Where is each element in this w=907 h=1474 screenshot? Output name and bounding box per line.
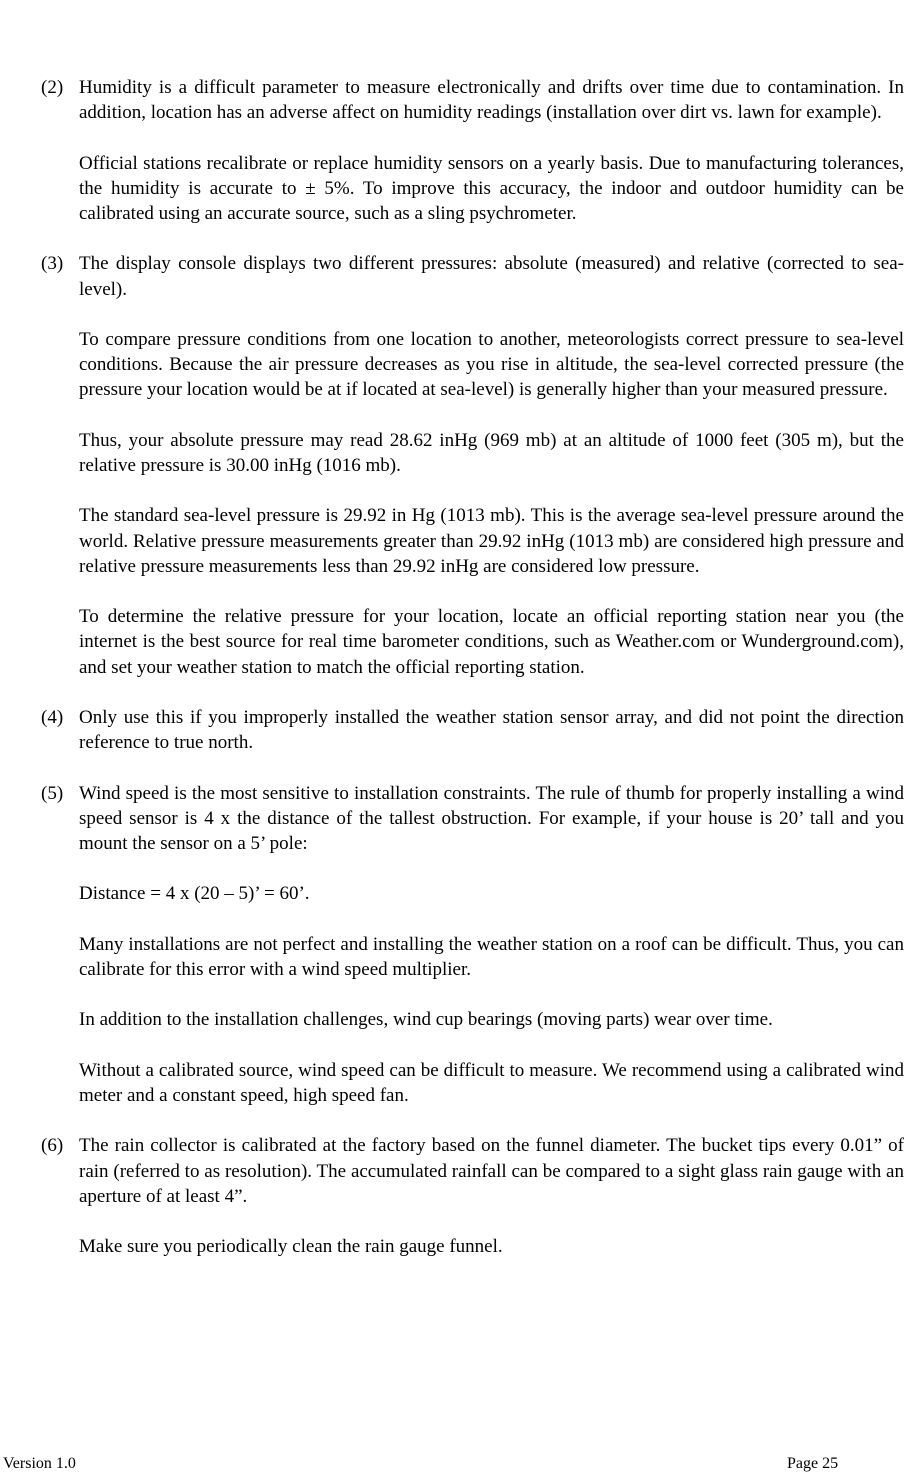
item-number: (3) xyxy=(41,253,64,275)
footer-version: Version 1.0 xyxy=(3,1455,76,1472)
paragraph: Humidity is a difficult parameter to measure electronically and drifts over time due to contamination. In addition, location has an adverse affect on humidity readings (installation over dirt vs. lawn for example). xyxy=(79,77,904,124)
list-item-5 xyxy=(0,781,907,1109)
paragraph: Thus, your absolute pressure may read 28.62 inHg (969 mb) at an altitude of 1000 feet (305 m), but the relative pressure is 30.00 inHg (1016 mb). xyxy=(79,429,904,476)
item-number: (5) xyxy=(41,782,64,804)
list-item-4 xyxy=(0,705,907,755)
item-number: (4) xyxy=(41,706,64,728)
item-number: (6) xyxy=(41,1135,64,1157)
paragraph: To determine the relative pressure for your location, locate an official reporting station near you (the internet is the best source for real time barometer conditions, such as Weather.com or Wunderground.com), and set your weather station to match the official reporting station. xyxy=(79,606,904,678)
item-number: (2) xyxy=(41,77,64,98)
paragraph: The display console displays two different pressures: absolute (measured) and relative (corrected to sea-level). xyxy=(79,253,904,300)
paragraph: Official stations recalibrate or replace humidity sensors on a yearly basis. Due to manufacturing tolerances, the humidity is accurate to ± 5%. To improve this accuracy, the indoor and outdoor humidity can be calibrated using an accurate source, such as a sling psychrometer. xyxy=(79,152,904,224)
paragraph: The rain collector is calibrated at the factory based on the funnel diameter. The bucket tips every 0.01” of rain (referred to as resolution). The accumulated rainfall can be compared to a sight glass rain gauge with an aperture of at least 4”. xyxy=(79,1135,904,1207)
footer-page-number: Page 25 xyxy=(787,1455,839,1472)
list-item-3 xyxy=(0,251,907,679)
document-body xyxy=(0,75,907,1259)
list-item-2 xyxy=(0,75,907,226)
paragraph: Make sure you periodically clean the rain gauge funnel. xyxy=(79,1236,503,1258)
paragraph: In addition to the installation challenges, wind cup bearings (moving parts) wear over time. xyxy=(79,1009,773,1031)
paragraph: The standard sea-level pressure is 29.92 in Hg (1013 mb). This is the average sea-level pressure around the world. Relative pressure measurements greater than 29.92 inHg (1013 mb) are considered high pressure and relative pressure measurements less than 29.92 inHg are considered low pressure. xyxy=(79,505,904,577)
paragraph: To compare pressure conditions from one location to another, meteorologists correct pressure to sea-level conditions. Because the air pressure decreases as you rise in altitude, the sea-level corrected pressure (the pressure your location would be at if located at sea-level) is generally higher than your measured pressure. xyxy=(79,328,904,401)
formula-paragraph: Distance = 4 x (20 – 5)’ = 60’. xyxy=(79,883,310,905)
paragraph: Wind speed is the most sensitive to installation constraints. The rule of thumb for properly installing a wind speed sensor is 4 x the distance of the tallest obstruction. For example, if your house is 20’ tall and you mount the sensor on a 5’ pole: xyxy=(79,782,904,854)
list-item-6 xyxy=(0,1133,907,1259)
paragraph: Without a calibrated source, wind speed can be difficult to measure. We recommend using a calibrated wind meter and a constant speed, high speed fan. xyxy=(79,1059,904,1106)
paragraph: Only use this if you improperly installed the weather station sensor array, and did not point the direction reference to true north. xyxy=(79,706,904,754)
paragraph: Many installations are not perfect and installing the weather station on a roof can be difficult. Thus, you can calibrate for this error with a wind speed multiplier. xyxy=(79,933,904,980)
